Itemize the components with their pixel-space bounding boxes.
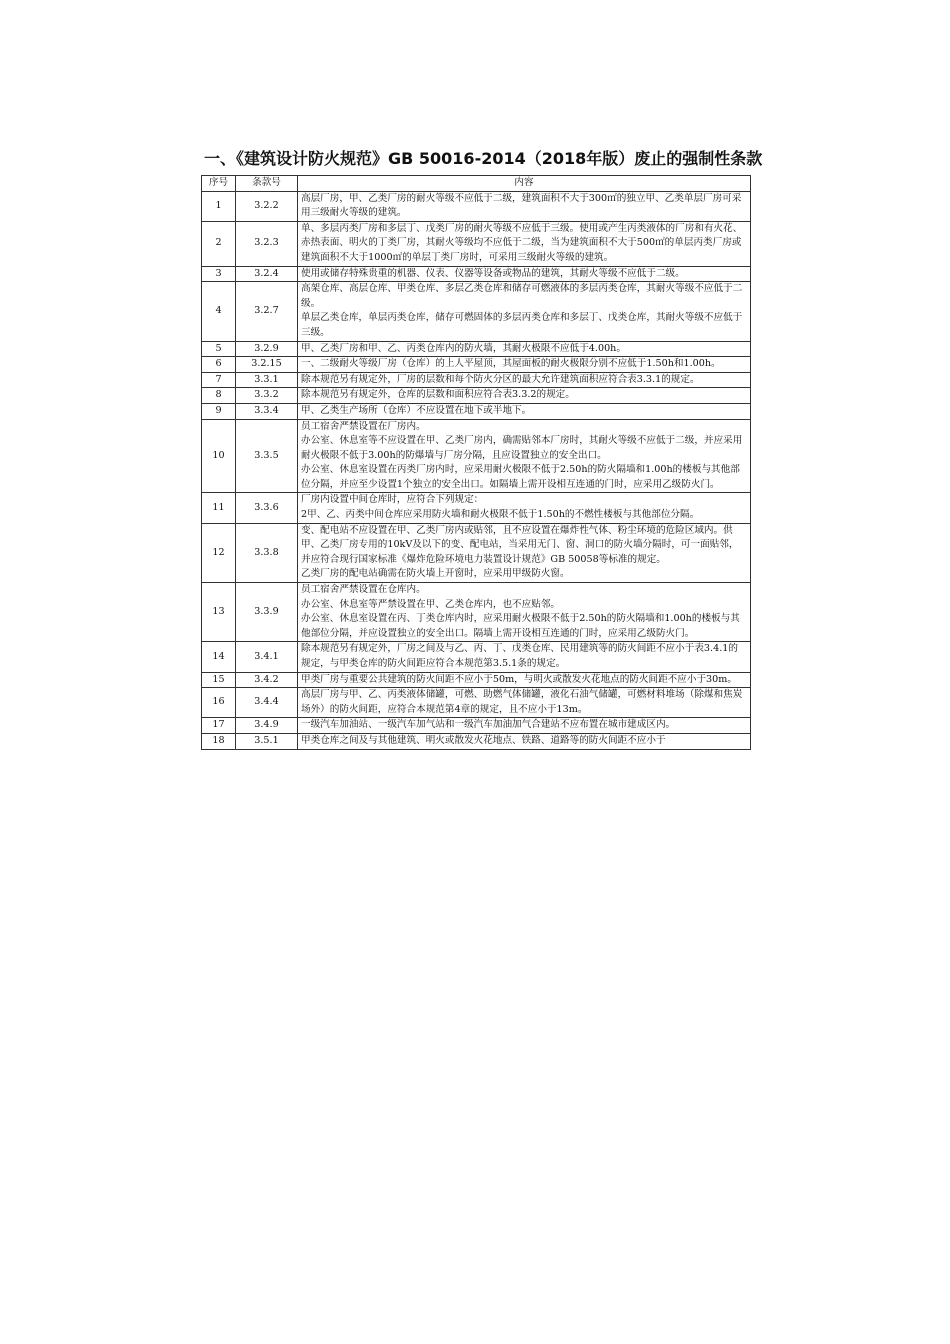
clause-content: 员工宿舍严禁设置在仓库内。 办公室、休息室等严禁设置在甲、乙类仓库内，也不应贴邻。 办公室、休息室设置在丙、丁类仓库内时，应采用耐火极限不低于2.50h的防火隔墙和1.00h的楼板与其他部位分隔，并应设置独立的安全出口。隔墙上需开设相互连通的门时，应采用乙级防火门。 bbox=[298, 583, 751, 642]
clause-content: 使用或储存特殊贵重的机器、仪表、仪器等设备或物品的建筑，其耐火等级不应低于二级。 bbox=[298, 266, 751, 282]
clause-content: 除本规范另有规定外，厂房的层数和每个防火分区的最大允许建筑面积应符合表3.3.1的规定。 bbox=[298, 372, 751, 388]
clause-number: 3.2.9 bbox=[236, 341, 298, 357]
row-number: 6 bbox=[202, 357, 236, 373]
clause-content: 高层厂房，甲、乙类厂房的耐火等级不应低于二级，建筑面积不大于300㎡的独立甲、乙类单层厂房可采用三级耐火等级的建筑。 bbox=[298, 191, 751, 221]
clause-content: 甲、乙类生产场所（仓库）不应设置在地下或半地下。 bbox=[298, 403, 751, 419]
table-row bbox=[202, 642, 751, 672]
clause-number: 3.3.8 bbox=[236, 523, 298, 582]
clause-number: 3.3.2 bbox=[236, 388, 298, 404]
table-row bbox=[202, 523, 751, 582]
clause-number: 3.4.1 bbox=[236, 642, 298, 672]
table-row bbox=[202, 372, 751, 388]
table-row bbox=[202, 388, 751, 404]
clause-content: 除本规范另有规定外，厂房之间及与乙、丙、丁、戊类仓库、民用建筑等的防火间距不应小于表3.4.1的规定，与甲类仓库的防火间距应符合本规范第3.5.1条的规定。 bbox=[298, 642, 751, 672]
table-row bbox=[202, 266, 751, 282]
clause-content: 单、多层丙类厂房和多层丁、戊类厂房的耐火等级不应低于三级。使用或产生丙类液体的厂房和有火花、赤热表面、明火的丁类厂房，其耐火等级均不应低于二级，当为建筑面积不大于500㎡的单层丙类厂房或建筑面积不大于1000㎡的单层丁类厂房时，可采用三级耐火等级的建筑。 bbox=[298, 221, 751, 266]
clause-content: 高架仓库、高层仓库、甲类仓库、多层乙类仓库和储存可燃液体的多层丙类仓库，其耐火等级不应低于二级。 单层乙类仓库，单层丙类仓库，储存可燃固体的多层丙类仓库和多层丁、戊类仓库，其耐火等级不应低于三级。 bbox=[298, 282, 751, 341]
table-row bbox=[202, 583, 751, 642]
table-row bbox=[202, 493, 751, 523]
clause-number: 3.2.7 bbox=[236, 282, 298, 341]
clause-number: 3.4.2 bbox=[236, 672, 298, 688]
row-number: 7 bbox=[202, 372, 236, 388]
table-row bbox=[202, 191, 751, 221]
clause-number: 3.3.4 bbox=[236, 403, 298, 419]
clause-number: 3.3.9 bbox=[236, 583, 298, 642]
clause-number: 3.3.5 bbox=[236, 419, 298, 493]
row-number: 1 bbox=[202, 191, 236, 221]
row-number: 11 bbox=[202, 493, 236, 523]
table-row bbox=[202, 282, 751, 341]
clause-number: 3.4.9 bbox=[236, 718, 298, 734]
table-row bbox=[202, 357, 751, 373]
row-number: 9 bbox=[202, 403, 236, 419]
document-title: 一、《建筑设计防火规范》GB 50016-2014（2018年版）废止的强制性条款 bbox=[204, 149, 763, 168]
table-row bbox=[202, 403, 751, 419]
table-row bbox=[202, 688, 751, 718]
clause-content: 变、配电站不应设置在甲、乙类厂房内或贴邻，且不应设置在爆炸性气体、粉尘环境的危险区域内。供甲、乙类厂房专用的10kV及以下的变、配电站，当采用无门、窗、洞口的防火墙分隔时，可一面贴邻，并应符合现行国家标准《爆炸危险环境电力装置设计规范》GB 50058等标准的规定。 乙类厂房的配电站确需在防火墙上开窗时，应采用甲级防火窗。 bbox=[298, 523, 751, 582]
row-number: 18 bbox=[202, 733, 236, 749]
clause-content: 甲类厂房与重要公共建筑的防火间距不应小于50m，与明火或散发火花地点的防火间距不应小于30m。 bbox=[298, 672, 751, 688]
clause-content: 高层厂房与甲、乙、丙类液体储罐，可燃、助燃气体储罐，液化石油气储罐，可燃材料堆场（除煤和焦炭场外）的防火间距，应符合本规范第4章的规定，且不应小于13m。 bbox=[298, 688, 751, 718]
clause-content: 厂房内设置中间仓库时，应符合下列规定： 2甲、乙、丙类中间仓库应采用防火墙和耐火极限不低于1.50h的不燃性楼板与其他部位分隔。 bbox=[298, 493, 751, 523]
row-number: 5 bbox=[202, 341, 236, 357]
clause-number: 3.2.15 bbox=[236, 357, 298, 373]
row-number: 4 bbox=[202, 282, 236, 341]
clause-content: 一级汽车加油站、一级汽车加气站和一级汽车加油加气合建站不应布置在城市建成区内。 bbox=[298, 718, 751, 734]
table-row bbox=[202, 718, 751, 734]
table-row bbox=[202, 221, 751, 266]
clause-number: 3.5.1 bbox=[236, 733, 298, 749]
row-number: 15 bbox=[202, 672, 236, 688]
row-number: 8 bbox=[202, 388, 236, 404]
table-row bbox=[202, 341, 751, 357]
clause-number: 3.2.4 bbox=[236, 266, 298, 282]
clause-number: 3.3.6 bbox=[236, 493, 298, 523]
row-number: 13 bbox=[202, 583, 236, 642]
row-number: 14 bbox=[202, 642, 236, 672]
header-no: 序号 bbox=[202, 176, 236, 192]
row-number: 17 bbox=[202, 718, 236, 734]
clause-content: 员工宿舍严禁设置在厂房内。 办公室、休息室等不应设置在甲、乙类厂房内，确需贴邻本厂房时，其耐火等级不应低于二级，并应采用耐火极限不低于3.00h的防爆墙与厂房分隔，且应设置独立的安全出口。 办公室、休息室设置在丙类厂房内时，应采用耐火极限不低于2.50h的防火隔墙和1.00h的楼板与其他部位分隔，并应至少设置1个独立的安全出口。如隔墙上需开设相互连通的门时，应采用乙级防火门。 bbox=[298, 419, 751, 493]
clause-content: 甲类仓库之间及与其他建筑、明火或散发火花地点、铁路、道路等的防火间距不应小于 bbox=[298, 733, 751, 749]
table-header-row bbox=[202, 176, 751, 192]
table-row bbox=[202, 419, 751, 493]
header-content: 内容 bbox=[298, 176, 751, 192]
row-number: 16 bbox=[202, 688, 236, 718]
clause-number: 3.4.4 bbox=[236, 688, 298, 718]
clause-number: 3.2.2 bbox=[236, 191, 298, 221]
clause-content: 甲、乙类厂房和甲、乙、丙类仓库内的防火墙，其耐火极限不应低于4.00h。 bbox=[298, 341, 751, 357]
clause-number: 3.2.3 bbox=[236, 221, 298, 266]
header-clause: 条款号 bbox=[236, 176, 298, 192]
row-number: 3 bbox=[202, 266, 236, 282]
abolished-clauses-table bbox=[201, 175, 751, 750]
row-number: 10 bbox=[202, 419, 236, 493]
clause-number: 3.3.1 bbox=[236, 372, 298, 388]
row-number: 2 bbox=[202, 221, 236, 266]
clause-content: 除本规范另有规定外，仓库的层数和面积应符合表3.3.2的规定。 bbox=[298, 388, 751, 404]
row-number: 12 bbox=[202, 523, 236, 582]
table-row bbox=[202, 672, 751, 688]
table-row bbox=[202, 733, 751, 749]
clause-content: 一、二级耐火等级厂房（仓库）的上人平屋顶，其屋面板的耐火极限分别不应低于1.50h和1.00h。 bbox=[298, 357, 751, 373]
